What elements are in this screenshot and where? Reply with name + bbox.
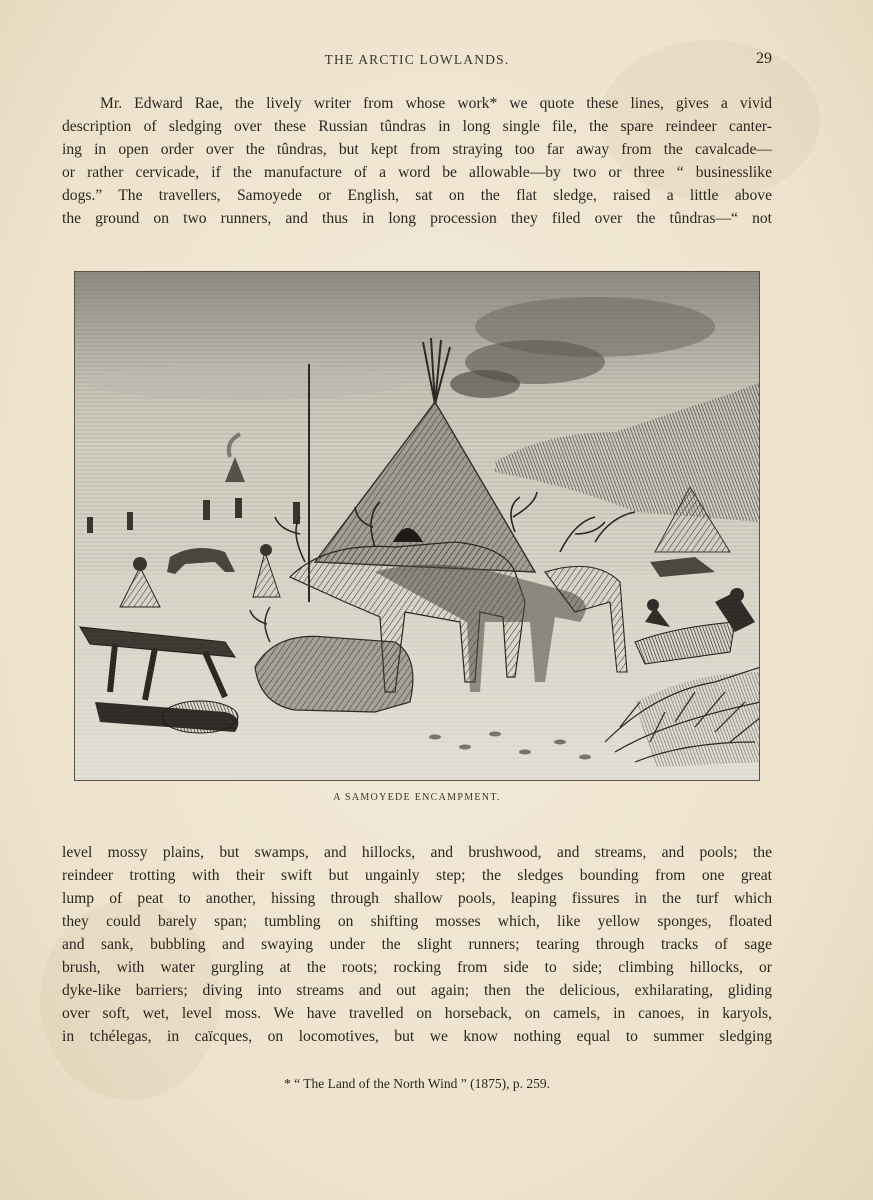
text-line: ing in open order over the tûndras, but kept from straying too far away from the cavalcade— xyxy=(62,141,772,158)
text-line: brush, with water gurgling at the roots; rocking from side to side; climbing hillocks, or xyxy=(62,959,772,976)
text-line: the ground on two runners, and thus in long procession they filed over the tûndras—“ not xyxy=(62,210,772,227)
text-line: or rather cervicade, if the manufacture of a word be allowable—by two or three “ businesslike xyxy=(62,164,772,181)
text-line: Mr. Edward Rae, the lively writer from whose work* we quote these lines, gives a vivid xyxy=(100,95,772,112)
running-title: THE ARCTIC LOWLANDS. xyxy=(324,52,510,67)
figure-caption: A SAMOYEDE ENCAMPMENT. xyxy=(333,792,501,803)
text-line: description of sledging over these Russian tûndras in long single file, the spare reindeer canter- xyxy=(62,118,772,135)
text-line: over soft, wet, level moss. We have travelled on horseback, on camels, in canoes, in karyols, xyxy=(62,1005,772,1022)
text-line: level mossy plains, but swamps, and hillocks, and brushwood, and streams, and pools; the xyxy=(62,844,772,861)
text-line: lump of peat to another, hissing through shallow pools, leaping fissures in the turf which xyxy=(62,890,772,907)
text-line: in tchélegas, in caïcques, on locomotives, but we know nothing equal to summer sledging xyxy=(62,1028,772,1045)
engraving-svg xyxy=(75,272,760,781)
page-number: 29 xyxy=(756,50,772,67)
text-line: they could barely span; tumbling on shifting mosses which, like yellow sponges, floated xyxy=(62,913,772,930)
footnote: * “ The Land of the North Wind ” (1875), p. 259. xyxy=(284,1076,550,1091)
paragraph-bottom xyxy=(62,841,772,1048)
running-head xyxy=(62,52,772,74)
text-line: and sank, bubbling and swaying under the slight runners; tearing through tracks of sage xyxy=(62,936,772,953)
engraving-illustration xyxy=(74,271,760,781)
text-line: dogs.” The travellers, Samoyede or English, sat on the flat sledge, raised a little above xyxy=(62,187,772,204)
text-line: reindeer trotting with their swift but ungainly step; the sledges bounding from one great xyxy=(62,867,772,884)
paragraph-top xyxy=(62,92,772,230)
text-line: dyke-like barriers; diving into streams and out again; then the delicious, exhilarating, gliding xyxy=(62,982,772,999)
